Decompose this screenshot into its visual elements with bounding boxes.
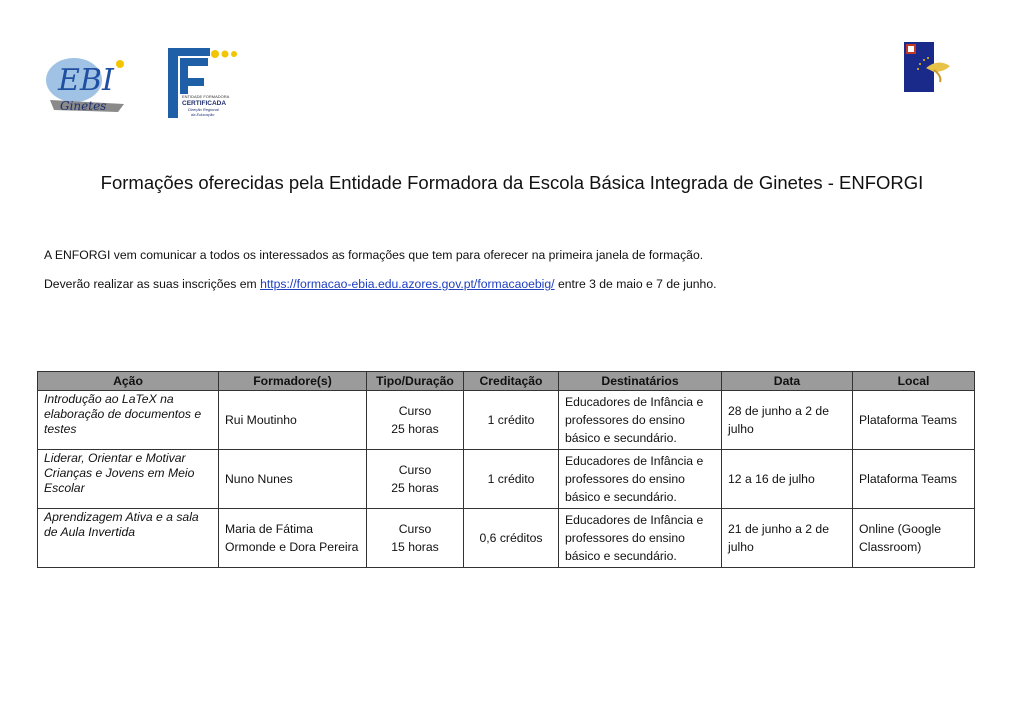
- training-table: [37, 371, 975, 568]
- cell-tipo: Curso: [398, 522, 432, 536]
- cell-data: 21 de junho a 2 de julho: [722, 509, 853, 568]
- cell-duracao: 15 horas: [391, 540, 439, 554]
- cell-tipo: Curso: [398, 404, 432, 418]
- registration-link[interactable]: https://formacao-ebia.edu.azores.gov.pt/formacaoebig/: [260, 277, 555, 291]
- cell-duracao: 25 horas: [391, 422, 439, 436]
- cell-creditacao: 1 crédito: [464, 391, 559, 450]
- cell-creditacao: 1 crédito: [464, 450, 559, 509]
- cell-acao: Liderar, Orientar e Motivar Crianças e Jovens em Meio Escolar: [38, 450, 219, 509]
- ebi-ginetes-logo: [44, 50, 130, 116]
- ef-logo-line-2: CERTIFICADA: [182, 100, 227, 107]
- page-title: Formações oferecidas pela Entidade Formadora da Escola Básica Integrada de Ginetes - ENFORGI: [100, 172, 924, 193]
- registration-paragraph: [44, 277, 717, 291]
- cell-destinatarios: Educadores de Infância e professores do ensino básico e secundário.: [559, 509, 722, 568]
- header-data: Data: [722, 372, 853, 391]
- cell-formador: Nuno Nunes: [219, 450, 367, 509]
- cell-local: Plataforma Teams: [853, 391, 975, 450]
- header-formadores: Formadore(s): [219, 372, 367, 391]
- cell-destinatarios: Educadores de Infância e professores do ensino básico e secundário.: [559, 450, 722, 509]
- header-creditacao: Creditação: [464, 372, 559, 391]
- intro-paragraph: A ENFORGI vem comunicar a todos os interessados as formações que tem para oferecer na primeira janela de formação.: [44, 248, 704, 262]
- cell-tipo-duracao: [367, 450, 464, 509]
- entidade-formadora-certificada-logo: [158, 44, 244, 122]
- cell-data: 12 a 16 de julho: [722, 450, 853, 509]
- cell-destinatarios: Educadores de Infância e professores do ensino básico e secundário.: [559, 391, 722, 450]
- table-row: [38, 450, 975, 509]
- ebi-logo-text: Ginetes: [60, 99, 107, 113]
- cell-tipo: Curso: [398, 463, 432, 477]
- ef-logo-line-1: ENTIDADE FORMADORA: [182, 94, 230, 99]
- registration-text-before: Deverão realizar as suas inscrições em: [44, 277, 261, 291]
- table-header-row: [38, 372, 975, 391]
- cell-tipo-duracao: [367, 391, 464, 450]
- header-tipo-duracao: Tipo/Duração: [367, 372, 464, 391]
- cell-formador: Maria de Fátima Ormonde e Dora Pereira: [219, 509, 367, 568]
- azores-flag-logo: [904, 42, 956, 94]
- ef-logo-line-3: Direção Regional: [188, 107, 219, 112]
- table-row: [38, 509, 975, 568]
- cell-acao: Aprendizagem Ativa e a sala de Aula Invertida: [38, 509, 219, 568]
- ef-logo-line-4: da Educação: [191, 112, 215, 117]
- cell-formador: Rui Moutinho: [219, 391, 367, 450]
- cell-tipo-duracao: [367, 509, 464, 568]
- cell-creditacao: 0,6 créditos: [464, 509, 559, 568]
- table-row: [38, 391, 975, 450]
- cell-local: Online (Google Classroom): [853, 509, 975, 568]
- cell-acao: Introdução ao LaTeX na elaboração de documentos e testes: [38, 391, 219, 450]
- cell-data: 28 de junho a 2 de julho: [722, 391, 853, 450]
- cell-duracao: 25 horas: [391, 481, 439, 495]
- registration-text-after: entre 3 de maio e 7 de junho.: [554, 277, 717, 291]
- header-local: Local: [853, 372, 975, 391]
- header-destinatarios: Destinatários: [559, 372, 722, 391]
- ebi-logo-mark: EBI: [58, 63, 114, 98]
- cell-local: Plataforma Teams: [853, 450, 975, 509]
- header-acao: Ação: [38, 372, 219, 391]
